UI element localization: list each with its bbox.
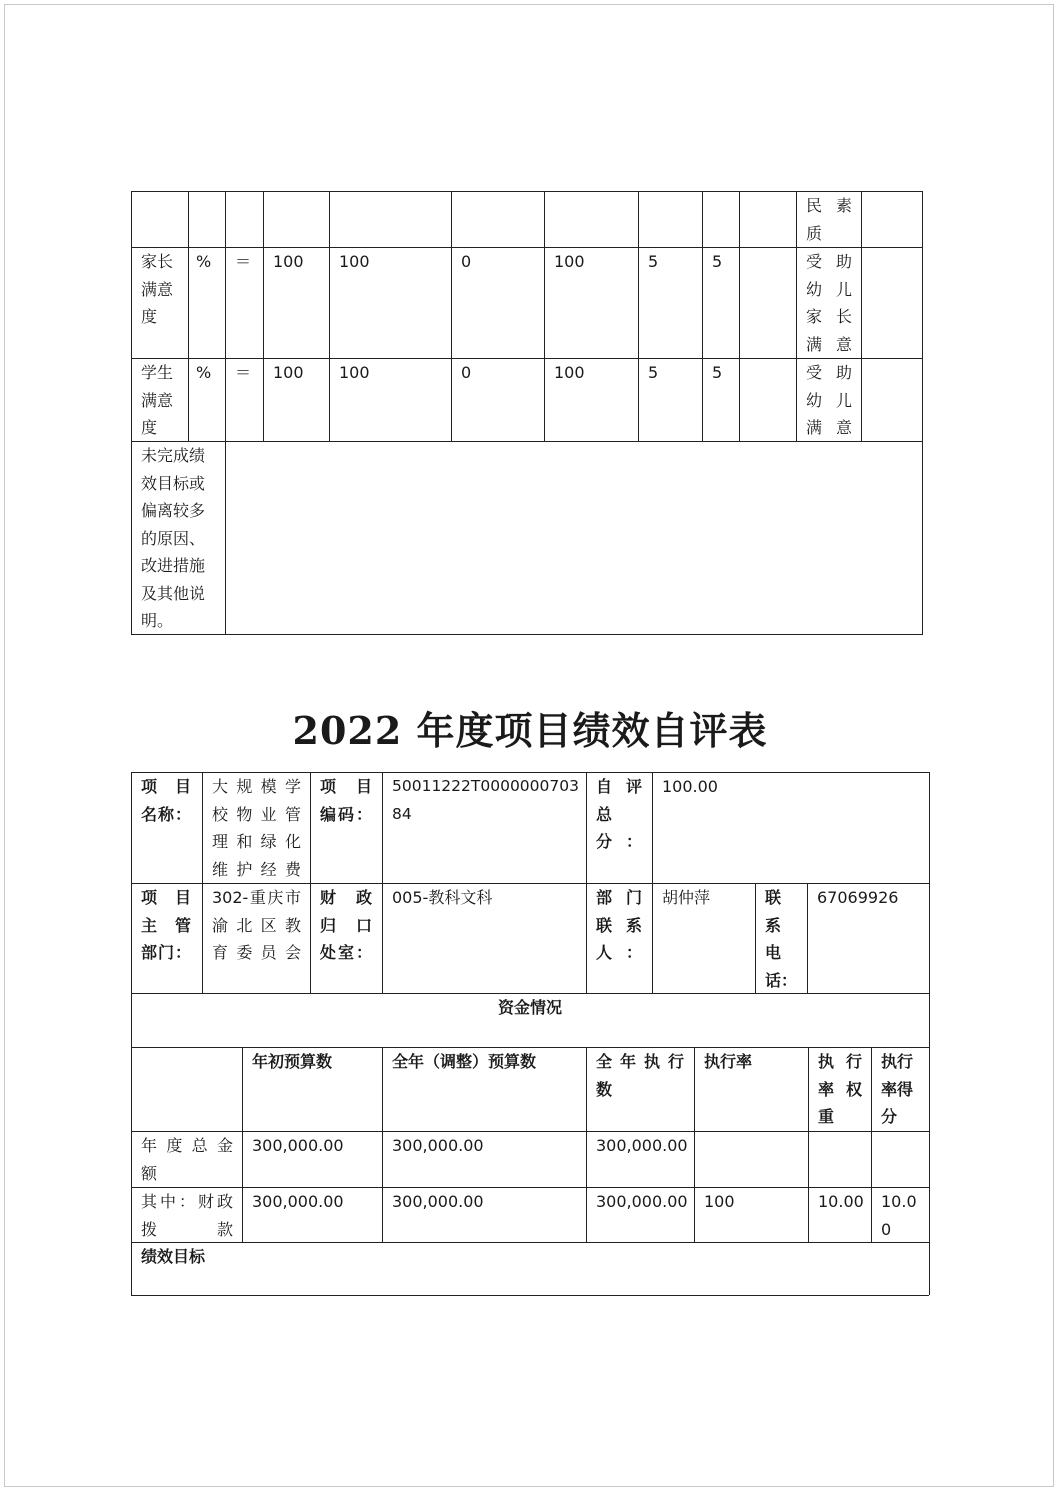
indicator-weight-student: 5 xyxy=(648,363,659,382)
indicator-note-parent: 受 助 幼 儿 家 长 满意 xyxy=(806,252,852,354)
funds-header: 资金情况 xyxy=(497,998,562,1017)
indicator-name-student: 学生 满意 度 xyxy=(141,363,174,437)
indicator-operator-student: ＝ xyxy=(235,363,252,382)
col-initial-budget: 年初预算数 xyxy=(252,1052,333,1071)
funds-row-fiscal-rate-weight: 10.00 xyxy=(818,1192,864,1211)
project-code-label: 项 目 编码： xyxy=(320,777,372,824)
indicator-weight-parent: 5 xyxy=(648,252,659,271)
row0-note: 民 素 质 xyxy=(806,196,852,243)
funds-row-fiscal-rate-score: 10.0 0 xyxy=(881,1192,917,1239)
indicator-actual-parent: 100 xyxy=(339,252,370,271)
phone-label: 联 系 电 话： xyxy=(765,888,798,990)
contact-label: 部 门 联 系 人： xyxy=(596,888,642,962)
contact-value: 胡仲萍 xyxy=(662,888,711,907)
indicator-note-student: 受 助 幼 儿 满意 xyxy=(806,363,852,437)
col-rate-weight: 执 行 率 权 重 xyxy=(818,1052,862,1126)
funds-row-fiscal-executed: 300,000.00 xyxy=(596,1192,688,1211)
phone-value: 67069926 xyxy=(817,888,899,907)
remarks-label: 未完成绩 效目标或 偏离较多 的原因、 改进措施 及其他说 明。 xyxy=(141,446,206,630)
dept-value: 302-重庆市 渝北区教 育委员会 xyxy=(212,888,301,962)
funds-row-fiscal-initial: 300,000.00 xyxy=(252,1192,344,1211)
finance-office-label: 财 政 归 口 处室： xyxy=(320,888,372,962)
indicator-unit-student: % xyxy=(196,363,212,382)
col-executed: 全 年 执 行 数 xyxy=(596,1052,684,1099)
indicator-deviation-parent: 0 xyxy=(461,252,472,271)
performance-goals-label: 绩效目标 xyxy=(141,1247,206,1266)
indicator-deviation-student: 0 xyxy=(461,363,472,382)
funds-row-total-label: 年 度 总 金 额 xyxy=(141,1136,233,1183)
indicator-target-student: 100 xyxy=(273,363,304,382)
indicator-completion-parent: 100 xyxy=(554,252,585,271)
col-execution-rate: 执行率 xyxy=(704,1052,753,1071)
indicator-score-student: 5 xyxy=(712,363,723,382)
self-score-label: 自 评 总分： xyxy=(596,777,642,851)
self-score-value: 100.00 xyxy=(662,777,718,796)
indicator-operator-parent: ＝ xyxy=(235,252,252,271)
col-adjusted-budget: 全年（调整）预算数 xyxy=(392,1052,537,1071)
project-code-value: 50011222T0000000703 84 xyxy=(392,777,579,823)
indicator-name-parent: 家长 满意 度 xyxy=(141,252,174,326)
funds-row-fiscal-rate: 100 xyxy=(704,1192,735,1211)
dept-label: 项 目 主 管 部门： xyxy=(141,888,191,962)
indicator-target-parent: 100 xyxy=(273,252,304,271)
indicator-actual-student: 100 xyxy=(339,363,370,382)
funds-row-fiscal-label: 其中：财政 拨款 xyxy=(141,1192,233,1239)
project-name-value: 大规模学 校物业管 理和绿化 维护经费 xyxy=(212,777,301,879)
project-name-label: 项 目 名称： xyxy=(141,777,191,824)
indicator-unit-parent: % xyxy=(196,252,212,271)
funds-row-total-executed: 300,000.00 xyxy=(596,1136,688,1155)
funds-row-total-adjusted: 300,000.00 xyxy=(392,1136,484,1155)
indicator-score-parent: 5 xyxy=(712,252,723,271)
page-title: 2022 年度项目绩效自评表 xyxy=(292,708,768,753)
funds-row-fiscal-adjusted: 300,000.00 xyxy=(392,1192,484,1211)
indicator-completion-student: 100 xyxy=(554,363,585,382)
finance-office-value: 005-教科文科 xyxy=(392,888,493,907)
col-rate-score: 执行 率得 分 xyxy=(881,1052,914,1126)
funds-row-total-initial: 300,000.00 xyxy=(252,1136,344,1155)
